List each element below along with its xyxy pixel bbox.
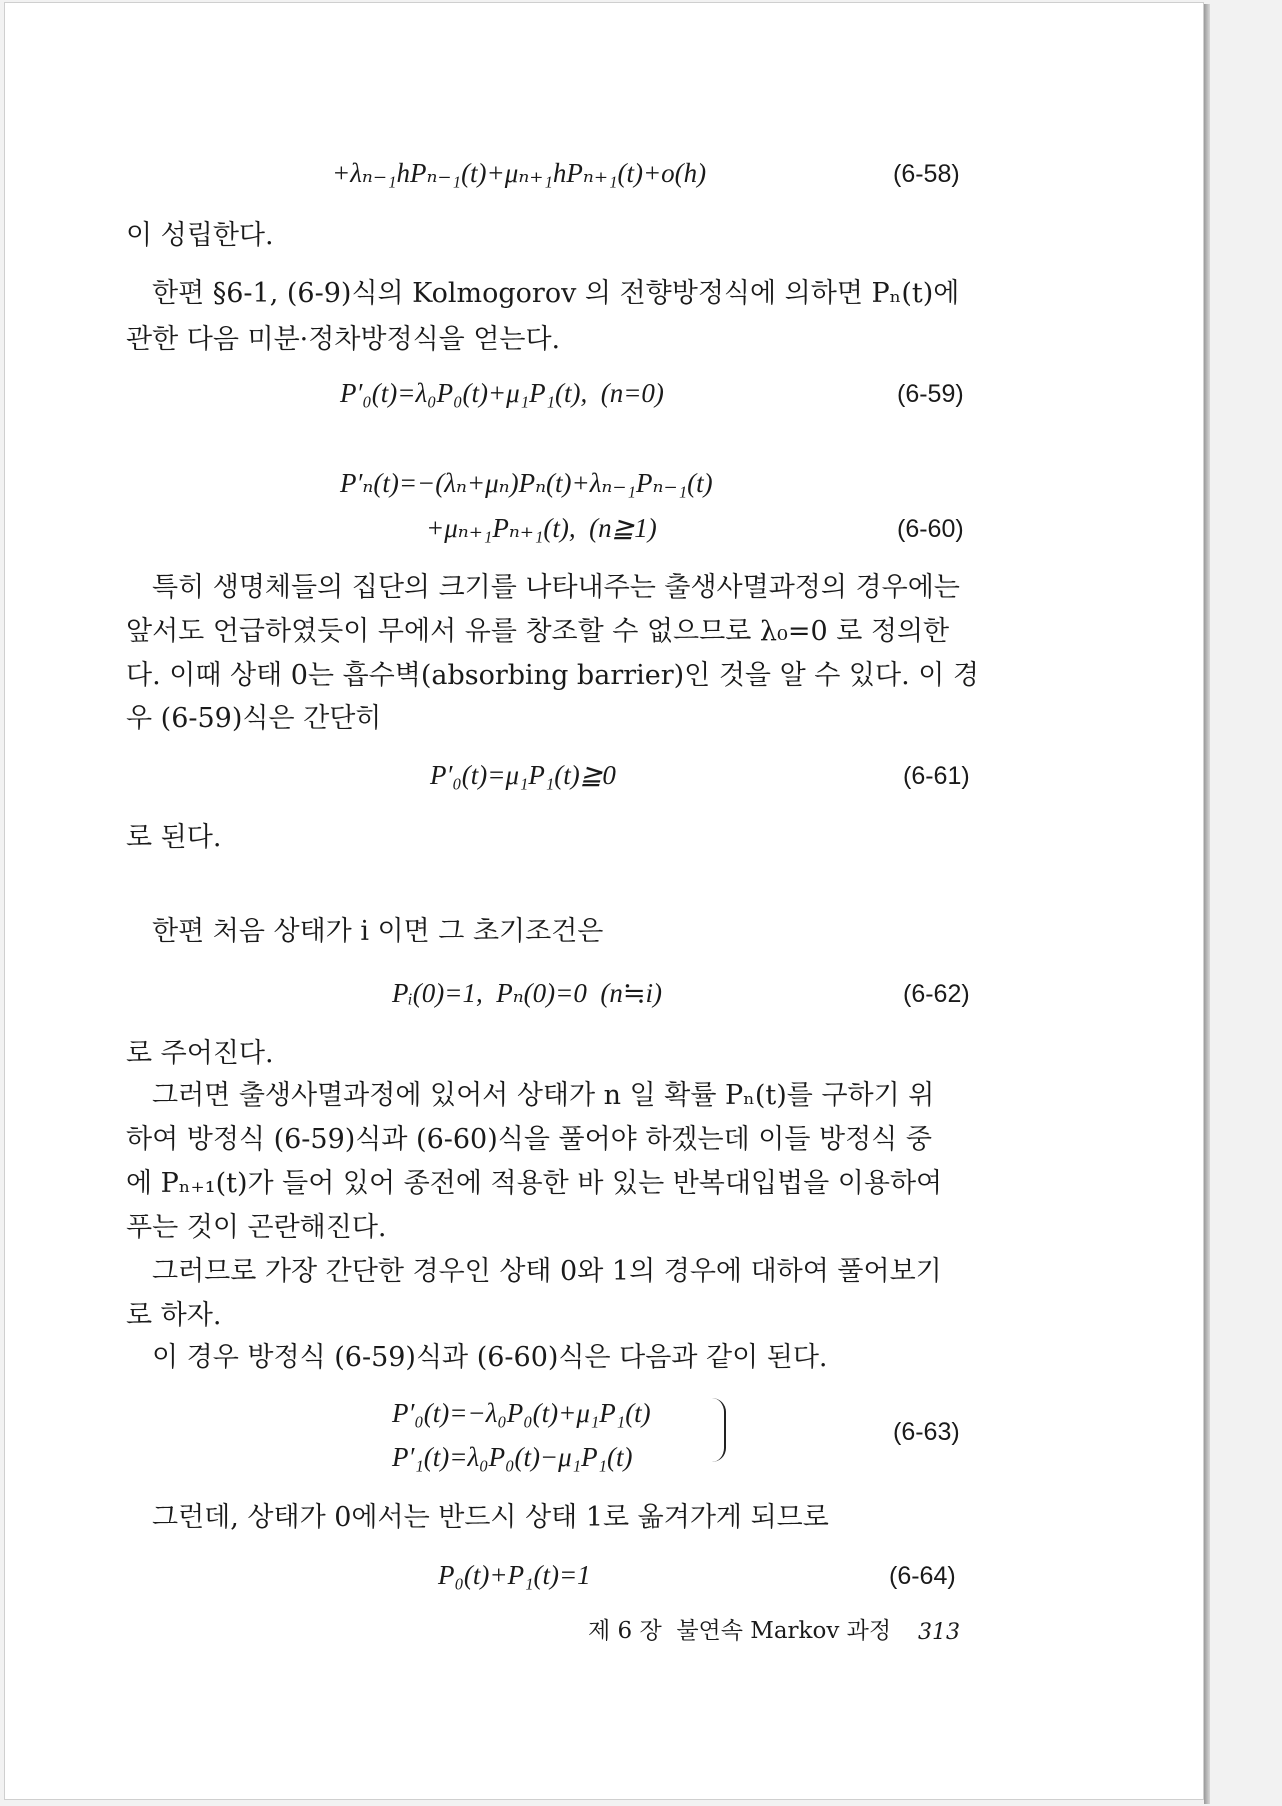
text-line: 앞서도 언급하였듯이 무에서 유를 창조할 수 없으므로 λ₀=0 로 정의한 <box>126 616 950 647</box>
text-line: 이 성립한다. <box>126 220 274 251</box>
equation-number-6-61: (6-61) <box>903 762 970 790</box>
text-line: 에 Pₙ₊₁(t)가 들어 있어 종전에 적용한 바 있는 반복대입법을 이용하여 <box>126 1168 943 1199</box>
equation-6-63-line2: P′₁(t)=λ₀P₀(t)−μ₁P₁(t) <box>392 1442 633 1472</box>
right-brace <box>710 1398 726 1462</box>
text-line: 관한 다음 미분·정차방정식을 얻는다. <box>126 324 561 355</box>
equation-6-64: P₀(t)+P₁(t)=1 <box>438 1560 591 1590</box>
text-line: 그런데, 상태가 0에서는 반드시 상태 1로 옮겨가게 되므로 <box>152 1502 829 1533</box>
page-edge-shadow <box>1204 4 1210 1804</box>
text-line: 로 하자. <box>126 1300 222 1331</box>
text-line: 우 (6-59)식은 간단히 <box>126 703 382 734</box>
page-number: 313 <box>918 1620 960 1645</box>
equation-number-6-62: (6-62) <box>903 980 970 1008</box>
equation-number-6-59: (6-59) <box>897 380 964 408</box>
equation-6-58: +λₙ₋₁hPₙ₋₁(t)+μₙ₊₁hPₙ₊₁(t)+o(h) <box>332 158 707 188</box>
text-line: 다. 이때 상태 0는 흡수벽(absorbing barrier)인 것을 알 수 있다. 이 경 <box>126 660 979 691</box>
equation-6-62: Pᵢ(0)=1, Pₙ(0)=0 (n≒i) <box>392 978 662 1008</box>
equation-number-6-58: (6-58) <box>893 160 960 188</box>
equation-6-61: P′₀(t)=μ₁P₁(t)≧0 <box>430 760 616 790</box>
text-line: 한편 §6-1, (6-9)식의 Kolmogorov 의 전향방정식에 의하면 Pₙ(t)에 <box>152 278 960 309</box>
equation-number-6-64: (6-64) <box>889 1562 956 1590</box>
text-line: 하여 방정식 (6-59)식과 (6-60)식을 풀어야 하겠는데 이들 방정식 중 <box>126 1124 932 1155</box>
equation-6-60-line1: P′ₙ(t)=−(λₙ+μₙ)Pₙ(t)+λₙ₋₁Pₙ₋₁(t) <box>340 468 713 498</box>
equation-6-63-line1: P′₀(t)=−λ₀P₀(t)+μ₁P₁(t) <box>392 1398 651 1428</box>
text-line: 그러므로 가장 간단한 경우인 상태 0와 1의 경우에 대하여 풀어보기 <box>152 1256 942 1287</box>
equation-6-59: P′₀(t)=λ₀P₀(t)+μ₁P₁(t), (n=0) <box>340 378 664 408</box>
text-line: 로 된다. <box>126 822 222 853</box>
text-line: 푸는 것이 곤란해진다. <box>126 1212 387 1243</box>
equation-number-6-60: (6-60) <box>897 515 964 543</box>
chapter-footer: 제 6 장 불연속 Markov 과정 <box>588 1618 892 1644</box>
text-line: 그러면 출생사멸과정에 있어서 상태가 n 일 확률 Pₙ(t)를 구하기 위 <box>152 1080 935 1111</box>
text-line: 이 경우 방정식 (6-59)식과 (6-60)식은 다음과 같이 된다. <box>152 1342 828 1373</box>
text-line: 로 주어진다. <box>126 1038 274 1069</box>
text-line: 특히 생명체들의 집단의 크기를 나타내주는 출생사멸과정의 경우에는 <box>152 572 960 603</box>
equation-6-60-line2: +μₙ₊₁Pₙ₊₁(t), (n≧1) <box>426 513 657 543</box>
equation-number-6-63: (6-63) <box>893 1418 960 1446</box>
text-line: 한편 처음 상태가 i 이면 그 초기조건은 <box>152 916 604 947</box>
